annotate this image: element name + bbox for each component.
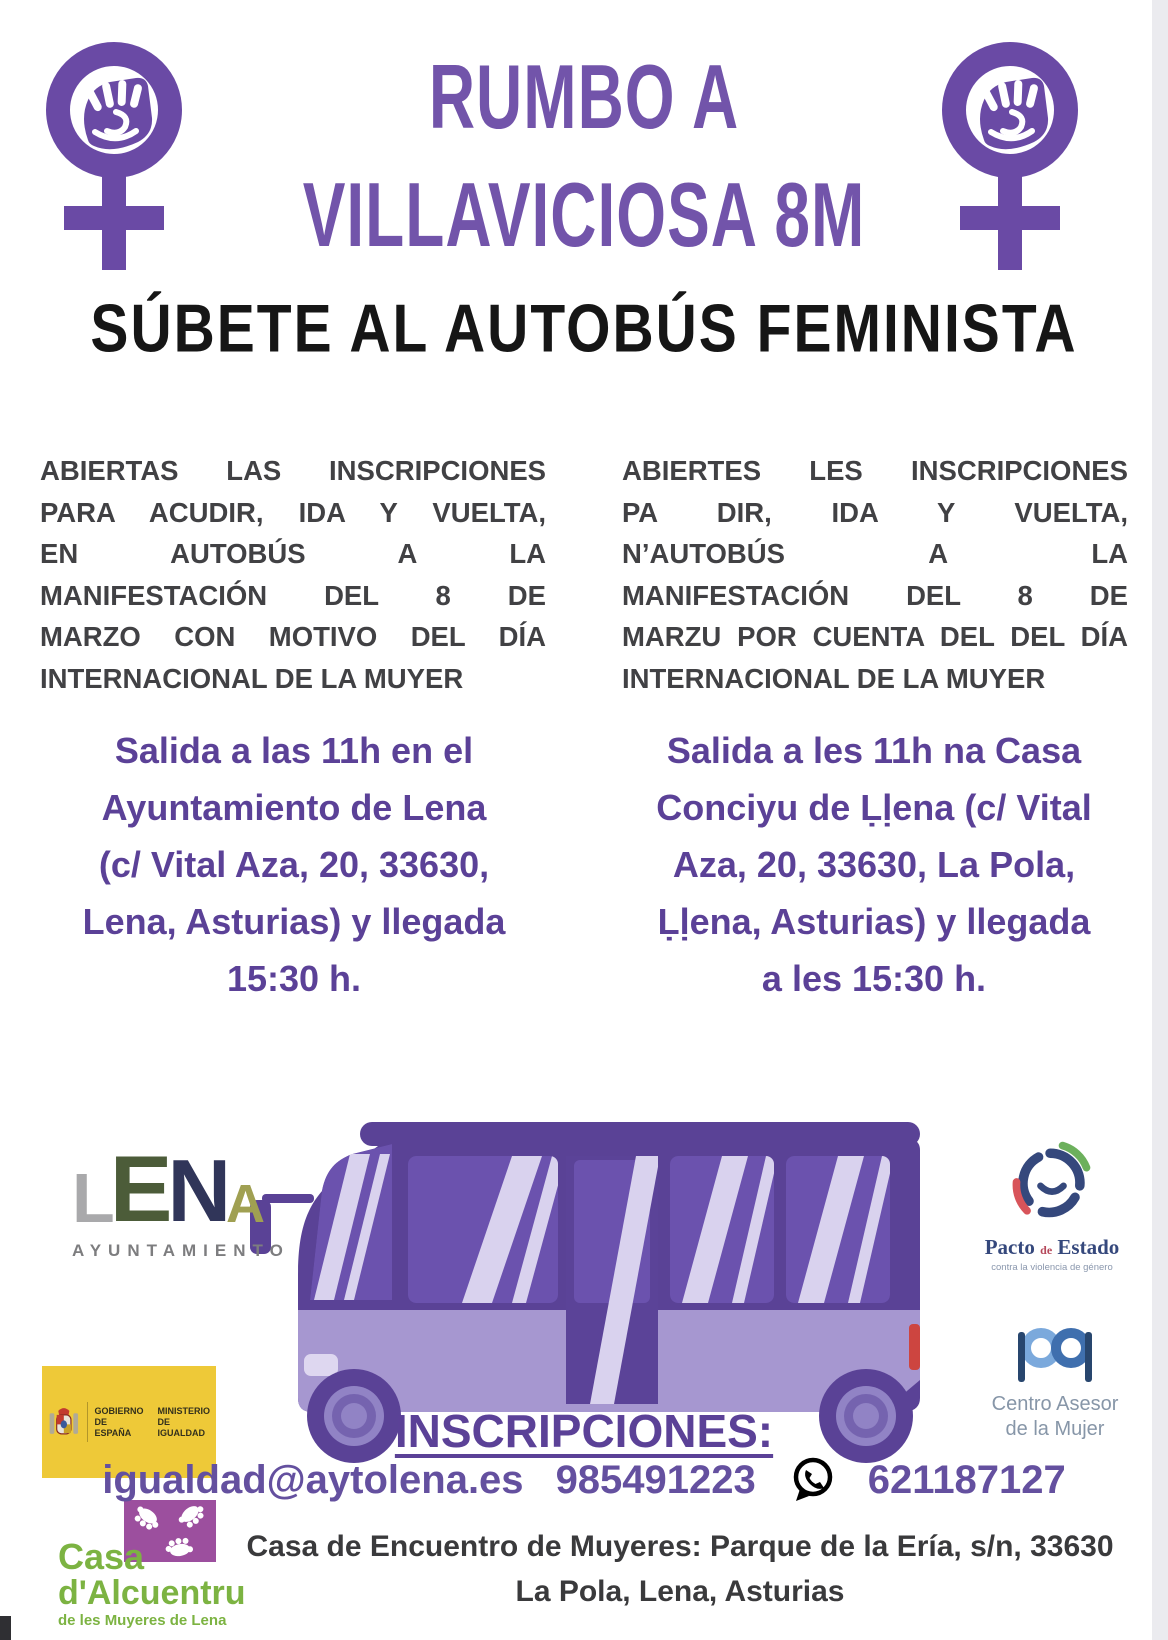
poster-title-line2: VILLAVICIOSA 8M bbox=[302, 163, 866, 267]
text-line: INTERNACIONAL DE LA MUYER bbox=[40, 662, 464, 694]
text-line: Aza, 20, 33630, La Pola, bbox=[672, 844, 1076, 885]
pacto-subtitle: contra la violencia de género bbox=[991, 1262, 1113, 1273]
lena-letter: N bbox=[167, 1140, 229, 1240]
address-line1: Casa de Encuentro de Muyeres: Parque de la Ería, s/n, 33630 bbox=[246, 1530, 1114, 1563]
text-line: MARZO CON MOTIVO DEL DÍA bbox=[40, 621, 546, 652]
lena-wordmark bbox=[72, 1136, 292, 1241]
text-line: DE IGUALDAD bbox=[157, 1416, 205, 1438]
departure-info-asturian bbox=[608, 722, 1140, 1007]
lena-ayuntamiento-logo bbox=[72, 1136, 292, 1261]
description-columns bbox=[40, 450, 1128, 699]
text-line: GOBIERNO bbox=[94, 1405, 144, 1416]
centro-monogram-icon bbox=[1005, 1322, 1105, 1386]
pacto-circle-icon bbox=[1004, 1136, 1100, 1228]
address-line2: La Pola, Lena, Asturias bbox=[515, 1575, 845, 1608]
text-line: ABIERTAS LAS INSCRIPCIONES bbox=[40, 455, 546, 486]
text-line: EN AUTOBÚS A LA bbox=[40, 538, 546, 569]
departure-info-spanish bbox=[28, 722, 560, 1007]
text-line: Conciyu de Ḷḷena (c/ Vital bbox=[656, 787, 1092, 828]
lena-letter: A bbox=[226, 1174, 263, 1235]
description-column-asturian bbox=[622, 450, 1128, 699]
text-line: ABIERTES LES INSCRIPCIONES bbox=[622, 455, 1128, 486]
centro-text-line2: de la Mujer bbox=[1005, 1418, 1105, 1440]
text-line: PARA ACUDIR, IDA Y VUELTA, bbox=[40, 496, 546, 528]
centro-text-line1: Centro Asesor bbox=[991, 1393, 1119, 1415]
text-line: DE ESPAÑA bbox=[94, 1416, 132, 1438]
text-line: MARZU POR CUENTA DEL DEL DÍA bbox=[622, 621, 1128, 652]
description-column-spanish bbox=[40, 450, 546, 699]
whatsapp-icon bbox=[788, 1456, 836, 1504]
pacto-word: Estado bbox=[1057, 1235, 1120, 1259]
poster-title-line1: RUMBO A bbox=[428, 45, 740, 149]
text-line: (c/ Vital Aza, 20, 33630, bbox=[98, 844, 490, 885]
contact-email: igualdad@aytolena.es bbox=[102, 1457, 524, 1502]
venue-address bbox=[230, 1524, 1130, 1614]
text-line: MANIFESTACIÓN DEL 8 DE bbox=[40, 579, 546, 611]
poster-subtitle: SÚBETE AL AUTOBÚS FEMINISTA bbox=[90, 291, 1078, 367]
casa-text-line3: de les Muyeres de Lena bbox=[58, 1612, 227, 1629]
lena-letter: E bbox=[109, 1136, 170, 1241]
contact-row bbox=[0, 1456, 1168, 1504]
inscriptions-heading-text: INSCRIPCIONES: bbox=[394, 1405, 774, 1457]
text-line: MANIFESTACIÓN DEL 8 DE bbox=[622, 579, 1128, 611]
text-line: 15:30 h. bbox=[226, 958, 362, 999]
contact-phone: 985491223 bbox=[555, 1457, 756, 1502]
pacto-word: de bbox=[1040, 1243, 1053, 1257]
text-line: Lena, Asturias) y llegada bbox=[82, 901, 506, 942]
pacto-title bbox=[968, 1235, 1136, 1260]
casa-text-line1: Casa bbox=[58, 1536, 145, 1577]
inscriptions-heading bbox=[0, 1404, 1168, 1458]
text-line: a les 15:30 h. bbox=[761, 958, 987, 999]
scan-edge-strip bbox=[1152, 0, 1168, 1640]
pacto-word: Pacto bbox=[984, 1235, 1035, 1259]
pacto-de-estado-logo bbox=[968, 1136, 1136, 1273]
text-line: Salida a les 11h na Casa bbox=[666, 730, 1082, 771]
text-line: N’AUTOBÚS A LA bbox=[622, 538, 1128, 569]
text-line: INTERNACIONAL DE LA MUYER bbox=[622, 662, 1046, 694]
lena-subtitle: AYUNTAMIENTO bbox=[72, 1241, 290, 1261]
text-line: Salida a las 11h en el bbox=[114, 730, 474, 771]
text-line: MINISTERIO bbox=[157, 1405, 210, 1416]
departure-info bbox=[28, 722, 1140, 1007]
text-line: Ḷḷena, Asturias) y llegada bbox=[657, 901, 1091, 942]
contact-whatsapp-number: 621187127 bbox=[867, 1457, 1066, 1502]
text-line: Ayuntamiento de Lena bbox=[101, 787, 487, 828]
casa-text-line2: d'Alcuentru bbox=[58, 1574, 246, 1612]
text-line: PA DIR, IDA Y VUELTA, bbox=[622, 496, 1128, 528]
scan-corner-mark bbox=[0, 1616, 11, 1640]
lena-letter: L bbox=[72, 1158, 112, 1237]
